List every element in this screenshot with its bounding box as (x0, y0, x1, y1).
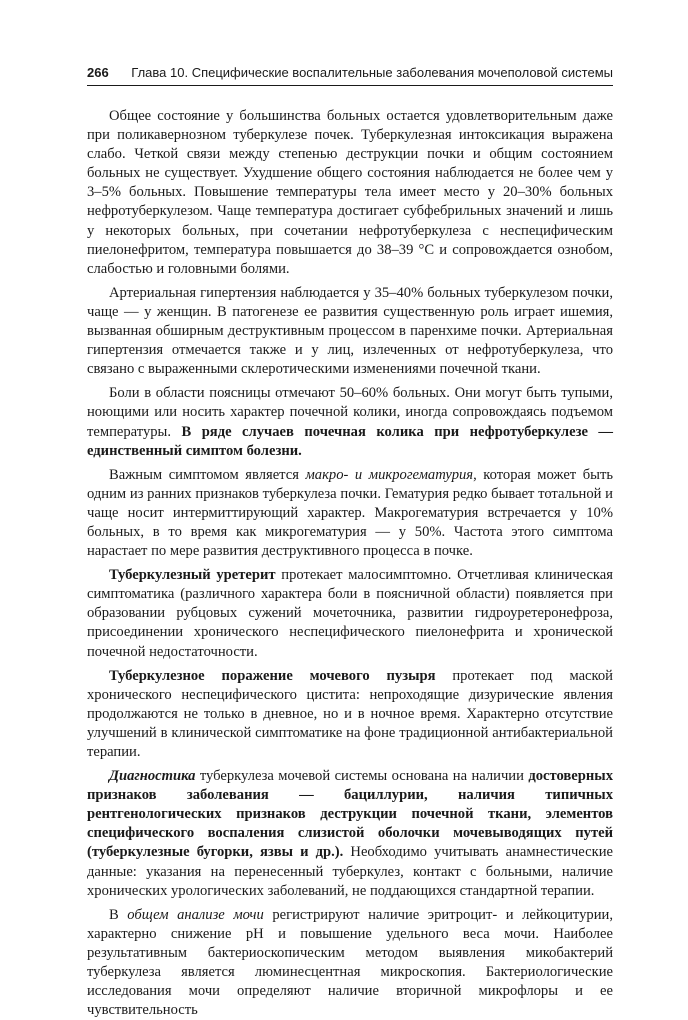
emphasis-text: Туберкулезный уретерит (109, 567, 276, 584)
paragraph (87, 566, 613, 661)
paragraph-text: протекает малосимптомно. Отчетливая клиническая симптоматика (различного характера боли в поясничной области) появляется при образовании рубцовых сужений мочеточника, развитии гидроуретеронефроза, присоединении хронического неспецифического пиелонефрита и хронической почечной недостаточности. (87, 567, 613, 660)
paragraph-text: Боли в области поясницы отмечают 50–60% больных. Они могут быть тупыми, ноющими или носить характер почечной колики, иногда сопровождаясь подъемом температуры. (87, 385, 613, 440)
paragraph-text: туберкулеза мочевой системы основана на наличии (195, 768, 529, 785)
emphasis-text: общем анализе мочи (127, 906, 264, 923)
emphasis-text (109, 768, 195, 784)
paragraph (87, 384, 613, 460)
emphasis-text: Диагностика (109, 768, 196, 785)
header-rule (87, 85, 613, 86)
paragraph-text: В (109, 906, 128, 923)
paragraph (87, 284, 613, 379)
paragraph-text: Важным симптомом является (109, 466, 306, 483)
emphasis-text: достоверных признаков заболевания — бациллурии, наличия типичных рентгенологических признаков деструкции почечной ткани, элементов специфического воспаления слизистой оболочки мочевыводящих путей (туберкулезные бугорки, язвы и др.). (87, 768, 613, 861)
emphasis-text: В ряде случаев почечная колика при нефротуберкулезе — единственный симптом болезни. (87, 423, 613, 459)
paragraph-text: Необходимо учитывать анамнестические данные: указания на перенесенный туберкулез, контакт с больными, наличие хронических урологических заболеваний, не поддающихся стандартной терапии. (87, 844, 613, 899)
paragraph (87, 767, 613, 901)
paragraph (87, 107, 613, 279)
paragraph (87, 667, 613, 762)
page-number: 266 (87, 65, 109, 80)
running-header (87, 64, 613, 88)
paragraph-text: Общее состояние у большинства больных остается удовлетворительным даже при поликавернозном туберкулезе почек. Туберкулезная интоксикация выражена слабо. Четкой связи между степенью деструкции почки и общим состоянием больных не существует. Ухудшение общего состояния наблюдается не более чем у 3–5% больных. Повышение температуры тела имеет место у 20–30% больных нефротуберкулезом. Чаще температура достигает субфебрильных значений и лишь у некоторых больных, при сочетании нефротуберкулеза с неспецифическим пиелонефритом, температура повышается до 38–39 °С и сопровождается ознобом, слабостью и головными болями. (87, 108, 613, 277)
body-text (87, 107, 613, 1020)
emphasis-text: Туберкулезное поражение мочевого пузыря (109, 667, 436, 684)
paragraph-text: , которая может быть одним из ранних признаков туберкулеза почки. Гематурия редко бывает тотальной и чаще носит интермиттирующий характер. Макрогематурия встречается у 10% больных, в то время как микрогематурия — у 50%. Частота этого симптома нарастает по мере развития деструктивного процесса в почке. (87, 466, 613, 560)
running-title: Глава 10. Специфические воспалительные заболевания мочеполовой системы (131, 65, 613, 80)
paragraph (87, 906, 613, 1020)
paragraph (87, 466, 613, 561)
paragraph-text: протекает под маской хронического неспецифического цистита: непроходящие дизурические явления продолжаются не только в дневное, но и в ночное время. Характерно отсутствие улучшений в клинической симптоматике на фоне традиционной антибактериальной терапии. (87, 667, 613, 760)
emphasis-text: макро- и микрогематурия (305, 466, 474, 483)
paragraph-text: регистрируют наличие эритроцит- и лейкоцитурии, характерно снижение рН и повышение удельного веса мочи. Наиболее результативным бактериоскопическим методом выявления микобактерий туберкулеза является люминесцентная микроскопия. Бактериологические исследования мочи определяют наличие вторичной микрофлоры и ее чувствительность (87, 906, 613, 1019)
paragraph-text: Артериальная гипертензия наблюдается у 35–40% больных туберкулезом почки, чаще — у женщин. В патогенезе ее развития существенную роль играет ишемия, вызванная обширным деструктивным процессом в паренхиме почки. Артериальная гипертензия отмечается также и у лиц, излеченных от нефротуберкулеза, что связано с выраженными склеротическими изменениями почечной ткани. (87, 284, 613, 378)
